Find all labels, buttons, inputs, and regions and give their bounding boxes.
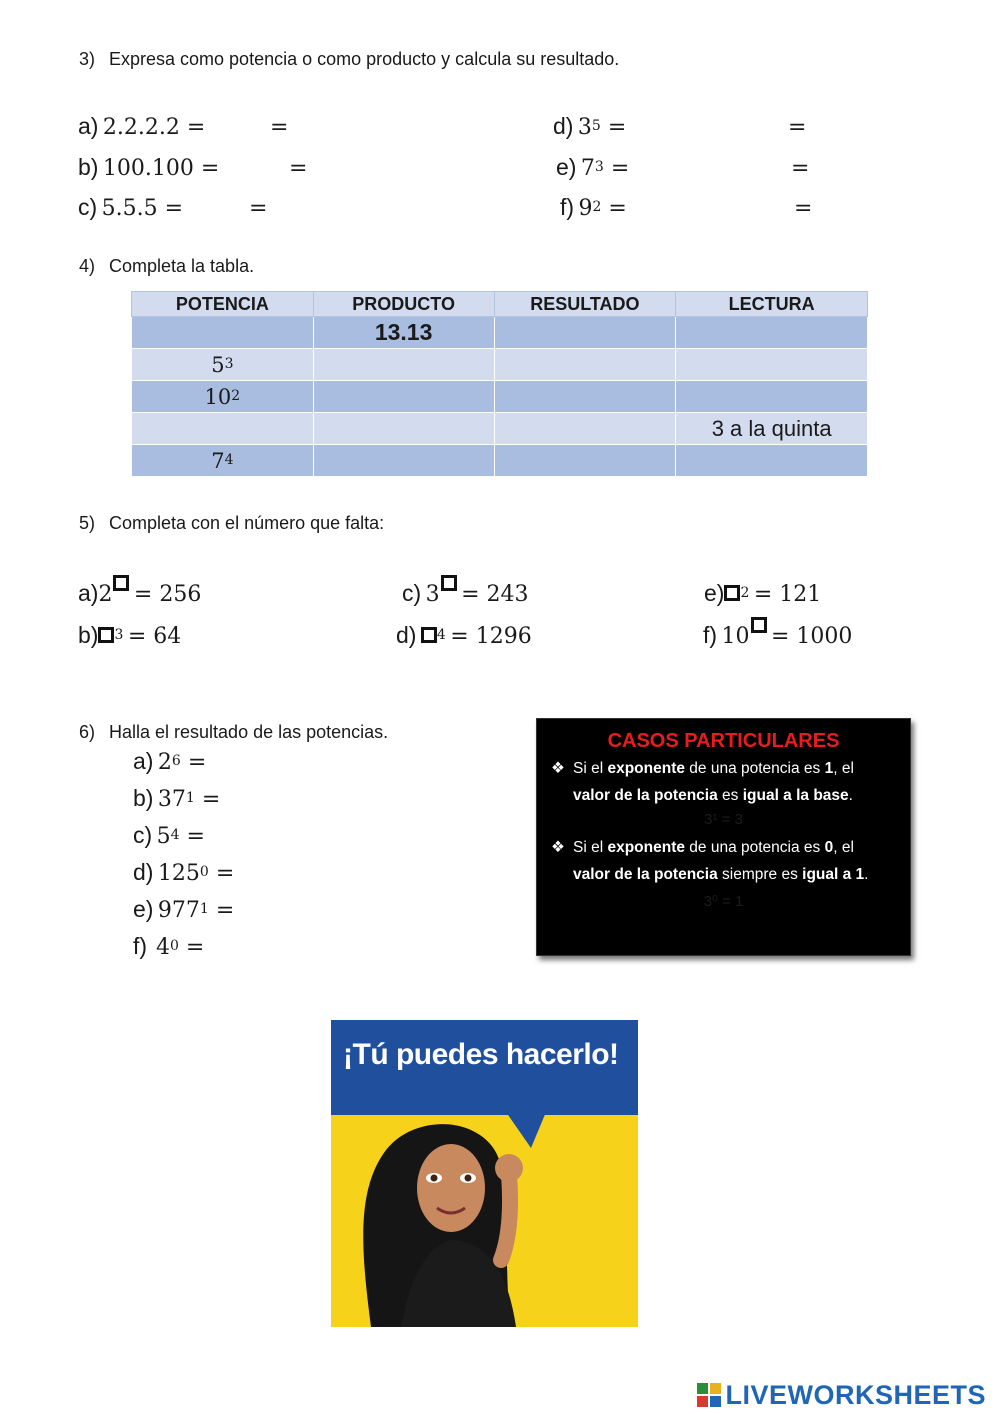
- s4-heading: 4) Completa la tabla.: [79, 256, 255, 276]
- s5-item-a: a)2 = 256: [78, 580, 201, 607]
- potencia-table: [131, 291, 868, 477]
- cell-input[interactable]: [494, 445, 676, 477]
- casos-rule-1: ❖ Si el exponente de una potencia es 1, el valor de la potencia es igual a la base.: [551, 755, 898, 809]
- s6-item-f: f) $4^0$ =: [133, 933, 205, 960]
- cell-input[interactable]: [313, 413, 494, 445]
- cell-lectura: 3 a la quinta: [676, 413, 868, 445]
- s5-heading: 5) Completa con el número que falta:: [79, 513, 385, 533]
- brand-name: LIVEWORKSHEETS: [725, 1380, 986, 1410]
- s3-eq-b: =: [289, 156, 308, 181]
- s3-item-d: d) $3^5$ =: [553, 113, 627, 140]
- s6-item-b: b) $37^1$ =: [133, 785, 221, 812]
- cell-potencia: $10^2$: [132, 381, 314, 413]
- base-answer-box[interactable]: [724, 585, 740, 601]
- s3-item-a: a) 2.2.2.2 =: [78, 113, 206, 140]
- s3-item-c: c) 5.5.5 =: [78, 194, 184, 221]
- s3-eq-e: =: [791, 156, 810, 181]
- s3-item-f: f) $9^2$ =: [560, 194, 627, 221]
- avatar-face: [417, 1144, 485, 1232]
- cell-input[interactable]: [313, 381, 494, 413]
- casos-title: CASOS PARTICULARES: [607, 730, 840, 752]
- s5-item-e: e) $^2$ = 121: [704, 580, 822, 607]
- base-answer-box[interactable]: [98, 627, 114, 643]
- cell-input[interactable]: [494, 349, 676, 381]
- s5-item-d: d) $^4$ = 1296: [396, 622, 532, 649]
- s3-eq-c: =: [249, 196, 268, 221]
- raised-fist: [495, 1154, 523, 1182]
- s5-item-c: c) 3 = 243: [402, 580, 529, 607]
- s6-list: [133, 748, 234, 970]
- cell-input[interactable]: [132, 317, 314, 349]
- cell-input[interactable]: [676, 317, 868, 349]
- bullet-diamond-icon: ❖: [551, 760, 565, 777]
- col-header-lectura: LECTURA: [676, 292, 868, 317]
- cell-input[interactable]: [676, 349, 868, 381]
- casos-example-1: 3¹ = 3: [704, 811, 743, 828]
- liveworksheets-logo: [697, 1380, 986, 1411]
- table-row: [132, 445, 868, 477]
- col-header-resultado: RESULTADO: [494, 292, 676, 317]
- casos-particulares-box: [536, 718, 911, 956]
- speech-bubble-tail: [506, 1112, 546, 1148]
- s3-eq-a: =: [270, 115, 289, 140]
- casos-example-2: 3⁰ = 1: [703, 893, 744, 910]
- poster-text: ¡Tú puedes hacerlo!: [343, 1038, 619, 1071]
- s6-item-c: c) $5^4$ =: [133, 822, 205, 849]
- bullet-diamond-icon: ❖: [551, 839, 565, 856]
- cell-input[interactable]: [494, 381, 676, 413]
- s5-item-b: b) $^3$ = 64: [78, 622, 182, 649]
- s3-eq-f: =: [794, 196, 813, 221]
- motivational-poster: [331, 1020, 638, 1327]
- s5-item-f: f) 10 = 1000: [703, 622, 852, 649]
- cell-input[interactable]: [494, 413, 676, 445]
- s3-eq-d: =: [788, 115, 807, 140]
- cell-potencia: $5^3$: [132, 349, 314, 381]
- cell-input[interactable]: [676, 445, 868, 477]
- exponent-answer-box[interactable]: [113, 575, 129, 591]
- casos-rule-2: ❖ Si el exponente de una potencia es 0, el valor de la potencia siempre es igual a 1.: [551, 834, 898, 888]
- exponent-answer-box[interactable]: [751, 617, 767, 633]
- s3-item-b: b) 100.100 =: [78, 154, 220, 181]
- cell-input[interactable]: [676, 381, 868, 413]
- cell-potencia: $7^4$: [132, 445, 314, 477]
- cell-input[interactable]: [313, 349, 494, 381]
- s6-item-d: d) $125^0$ =: [133, 859, 235, 886]
- cell-producto: 13.13: [313, 317, 494, 349]
- table-row: [132, 349, 868, 381]
- logo-icon: [697, 1383, 721, 1407]
- table-row: [132, 381, 868, 413]
- col-header-producto: PRODUCTO: [313, 292, 494, 317]
- s6-item-a: a) $2^6$ =: [133, 748, 207, 775]
- table-row: [132, 413, 868, 445]
- s6-item-e: e) $977^1$ =: [133, 896, 235, 923]
- table-header-row: [132, 292, 868, 317]
- s6-heading: 6) Halla el resultado de las potencias.: [79, 722, 389, 742]
- col-header-potencia: POTENCIA: [132, 292, 314, 317]
- exponent-answer-box[interactable]: [441, 575, 457, 591]
- s3-heading: 3) Expresa como potencia o como producto y calcula su resultado.: [79, 49, 620, 69]
- base-answer-box[interactable]: [421, 627, 437, 643]
- cell-input[interactable]: [313, 445, 494, 477]
- s3-item-e: e) $7^3$ =: [556, 154, 630, 181]
- table-row: [132, 317, 868, 349]
- cell-input[interactable]: [132, 413, 314, 445]
- cell-input[interactable]: [494, 317, 676, 349]
